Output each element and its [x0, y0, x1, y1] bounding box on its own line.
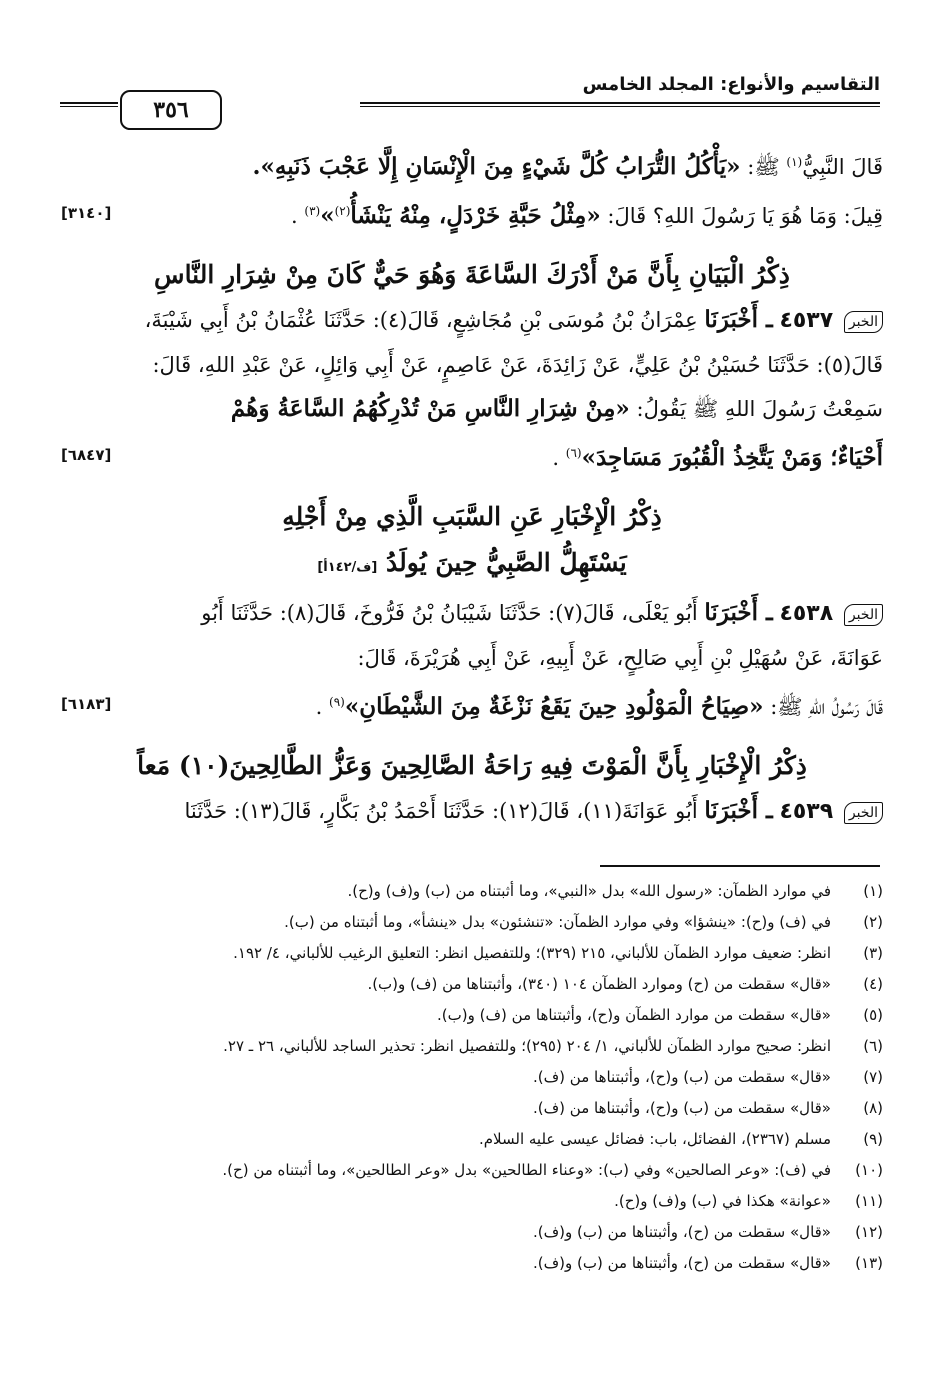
hadith-quote: «يَأْكُلُ التُّرَابُ كُلَّ شَيْءٍ مِنَ الْإِنْسَانِ إِلَّا عَجْبَ ذَنَبِهِ». — [252, 153, 741, 180]
manuscript-ref: [ف/١٤٢أ] — [317, 560, 378, 575]
footnote: (١٢) «قال» سقطت من (ح)، وأثبتناها من (ب) و(ف). — [532, 1223, 883, 1241]
hadith-quote: أَحْيَاءٌ؛ وَمَنْ يَتَّخِذُ الْقُبُورَ مَسَاجِدَ» — [581, 444, 883, 471]
hadith-number: ٤٥٣٧ — [779, 308, 834, 333]
footnote: (١٣) «قال» سقطت من (ح)، وأثبتناها من (ب) و(ف). — [532, 1254, 883, 1272]
footnote: (١٠) في (ف): «وعر الصالحين» وفي (ب): «وعناء الطالحين» بدل «وعر الطالحين»، وما أثبتناه من (ح). — [222, 1161, 883, 1179]
footnote: (٢) في (ف) و(ح): «ينشؤا» وفي موارد الظمآن: «تنشئون» بدل «ينشأ»، وما أثبتناه من (ب). — [284, 913, 883, 931]
hadith-line: قَالَ النَّبِيُّ$^{(١)}$ ﷺ: «يَأْكُلُ التُّرَابُ كُلَّ شَيْءٍ مِنَ الْإِنْسَانِ إِلَّا عَجْبَ ذَنَبِهِ». — [252, 153, 883, 180]
hadith-line: الخبر ٤٥٣٩ ـ أَخْبَرَنَا أَبُو عَوَانَةَ(١١)، قَالَ(١٢): حَدَّثَنَا أَحْمَدُ بْنُ بَكَّارٍ، قَالَ(١٣): حَدَّثَنَا — [61, 789, 883, 834]
footnote: (٧) «قال» سقطت من (ب) و(ح)، وأثبتناها من (ف). — [532, 1068, 883, 1086]
header-rule — [360, 102, 880, 104]
hadith-line: الخبر ٤٥٣٧ ـ أَخْبَرَنَا عِمْرَانُ بْنُ مُوسَى بْنِ مُجَاشِعٍ، قَالَ(٤): حَدَّثَنَا عُثْمَانُ بْنُ أَبِي شَيْبَةَ، — [61, 298, 883, 343]
hadith-ref: [٦١٨٣] — [61, 695, 112, 713]
hadith-ref: [٦٨٤٧] — [61, 446, 112, 464]
hadith-number: ٤٥٣٩ — [779, 799, 834, 824]
hadith-line: [٦١٨٣] قَالَ رَسُولُ اللهِ ﷺ: «صِيَاحُ الْمَوْلُودِ حِينَ يَقَعُ نَزْغَةٌ مِنَ الشَّيْطَانِ»$^{(٩)}$ . — [61, 680, 883, 729]
khabar-icon: الخبر — [844, 311, 883, 333]
khabar-icon: الخبر — [844, 802, 883, 824]
hadith-line: قَالَ(٥): حَدَّثَنَا حُسَيْنُ بْنُ عَلِيٍّ، عَنْ زَائِدَةَ، عَنْ عَاصِمٍ، عَنْ أَبِي وَائِلٍ، عَنْ عَبْدِ اللهِ، قَالَ: — [152, 353, 883, 377]
khabar-icon: الخبر — [844, 604, 883, 626]
footnote: (١) في موارد الظمآن: «رسول الله» بدل «النبي»، وما أثبتناه من (ب) و(ف) و(ح). — [347, 882, 883, 900]
hadith-quote: «مِنْ شِرَارِ النَّاسِ مَنْ تُدْرِكُهُمُ السَّاعَةُ وَهُمْ — [230, 395, 630, 422]
footnote-separator — [600, 865, 880, 867]
footnote: (٨) «قال» سقطت من (ب) و(ح)، وأثبتناها من (ف). — [532, 1099, 883, 1117]
hadith-quote: «مِثْلُ حَبَّةِ خَرْدَلٍ، مِنْهُ يَنْشَأُ — [350, 202, 601, 229]
chapter-heading-cont: يَسْتَهِلُّ الصَّبِيُّ حِينَ يُولَدُ [ف/١٤٢أ] — [317, 548, 627, 577]
footnote: (٤) «قال» سقطت من (ح) وموارد الظمآن ١٠٤ (٣٤٠)، وأثبتناها من (ف) و(ب). — [367, 975, 883, 993]
hadith-number: ٤٥٣٨ — [779, 601, 834, 626]
header-rule-left — [60, 102, 118, 104]
hadith-line: سَمِعْتُ رَسُولَ اللهِ ﷺ يَقُولُ: «مِنْ شِرَارِ النَّاسِ مَنْ تُدْرِكُهُمُ السَّاعَةُ وَهُمْ — [230, 395, 883, 422]
hadith-line: [٦٨٤٧] أَحْيَاءٌ؛ وَمَنْ يَتَّخِذُ الْقُبُورَ مَسَاجِدَ»$^{(٦)}$ . — [61, 431, 883, 480]
hadith-line: عَوَانَةَ، عَنْ سُهَيْلِ بْنِ أَبِي صَالِحٍ، عَنْ أَبِيهِ، عَنْ أَبِي هُرَيْرَةَ، قَالَ: — [357, 646, 883, 670]
footnote: (٣) انظر: ضعيف موارد الظمآن للألباني، ٢١٥ (٣٢٩)؛ وللتفصيل انظر: التعليق الرغيب للألباني، ٤/ ١٩٢. — [233, 944, 883, 962]
header-rule-thin — [360, 106, 880, 107]
footnote: (٦) انظر: صحيح موارد الظمآن للألباني، ١/ ٢٠٤ (٢٩٥)؛ وللتفصيل انظر: تحذير الساجد للألباني، ٢٦ ـ ٢٧. — [223, 1037, 883, 1055]
main-text — [61, 140, 883, 834]
chapter-heading: ذِكْرُ الْإِخْبَارِ عَنِ السَّبَبِ الَّذِي مِنْ أَجْلِهِ — [282, 502, 662, 531]
hadith-line: [٣١٤٠] قِيلَ: وَمَا هُوَ يَا رَسُولَ اللهِ؟ قَالَ: «مِثْلُ حَبَّةِ خَرْدَلٍ، مِنْهُ يَنْشَأُ$^{(٢)}$»$^{(٣)}$ . — [61, 189, 883, 238]
footnotes — [61, 876, 883, 1279]
chapter-heading: ذِكْرُ الْإِخْبَارِ بِأَنَّ الْمَوْتَ فِيهِ رَاحَةُ الصَّالِحِينَ وَعَزُّ الطَّالِحِينَ(١٠) مَعاً — [137, 751, 807, 780]
page-header — [60, 62, 880, 132]
footnote: (٩) مسلم (٢٣٦٧)، الفضائل، باب: فضائل عيسى عليه السلام. — [479, 1130, 883, 1148]
running-title: التقاسيم والأنواع: المجلد الخامس — [582, 74, 880, 95]
hadith-quote: «صِيَاحُ الْمَوْلُودِ حِينَ يَقَعُ نَزْغَةٌ مِنَ الشَّيْطَانِ» — [344, 693, 764, 720]
page-number: ٣٥٦ — [120, 90, 222, 130]
footnote: (١١) «عوانة» هكذا في (ب) و(ف) و(ح). — [614, 1192, 883, 1210]
chapter-heading: ذِكْرُ الْبَيَانِ بِأَنَّ مَنْ أَدْرَكَ السَّاعَةَ وَهُوَ حَيٌّ كَانَ مِنْ شِرَارِ النَّاسِ — [154, 260, 790, 289]
footnote: (٥) «قال» سقطت من موارد الظمآن و(ح)، وأثبتناها من (ف) و(ب). — [437, 1006, 883, 1024]
header-rule-left-thin — [60, 106, 118, 107]
hadith-line: الخبر ٤٥٣٨ ـ أَخْبَرَنَا أَبُو يَعْلَى، قَالَ(٧): حَدَّثَنَا شَيْبَانُ بْنُ فَرُّوخَ، قَالَ(٨): حَدَّثَنَا أَبُو — [61, 591, 883, 636]
hadith-ref: [٣١٤٠] — [61, 204, 112, 222]
